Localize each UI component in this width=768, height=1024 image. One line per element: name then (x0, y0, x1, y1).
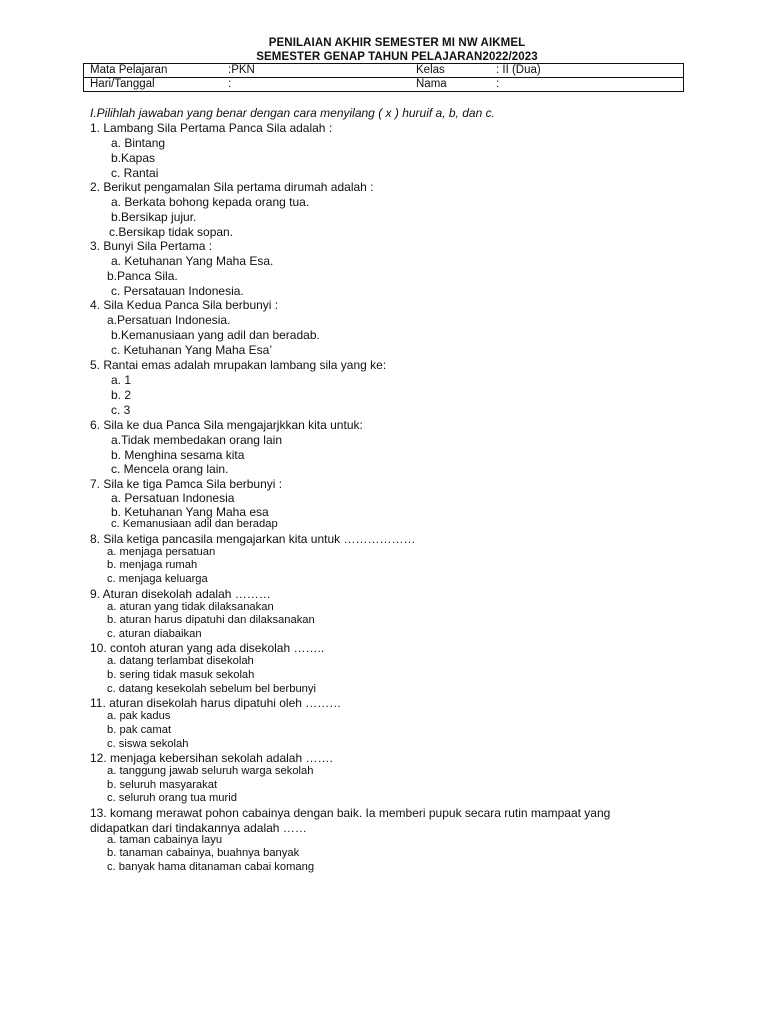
answer-option: c. Ketuhanan Yang Maha Esa’ (111, 343, 273, 357)
question-text: 9. Aturan disekolah adalah ……… (90, 587, 271, 601)
answer-option: a. tanggung jawab seluruh warga sekolah (107, 765, 314, 777)
answer-option: c. Kemanusiaan adil dan beradap (111, 518, 278, 530)
answer-option: c. 3 (111, 403, 131, 417)
answer-option: b.Kapas (111, 151, 156, 165)
question-text: 3. Bunyi Sila Pertama : (90, 239, 213, 253)
info-table (83, 63, 684, 92)
answer-option: c. datang kesekolah sebelum bel berbunyi (107, 683, 316, 695)
answer-option: a.Tidak membedakan orang lain (111, 433, 282, 447)
answer-option: a. aturan yang tidak dilaksanakan (107, 601, 274, 613)
answer-option: a. taman cabainya layu (107, 834, 223, 846)
subject-label: Mata Pelajaran (84, 64, 223, 78)
question-text: 6. Sila ke dua Panca Sila mengajarjkkan kita untuk: (90, 418, 363, 432)
answer-option: c. banyak hama ditanaman cabai komang (107, 861, 315, 873)
answer-option: b. tanaman cabainya, buahnya banyak (107, 847, 300, 859)
date-label: Hari/Tanggal (90, 78, 155, 90)
answer-option: b.Kemanusiaan yang adil dan beradab. (111, 328, 320, 342)
answer-option: a.Persatuan Indonesia. (107, 313, 231, 327)
question-text: 10. contoh aturan yang ada disekolah …….. (90, 641, 325, 655)
question-text: 1. Lambang Sila Pertama Panca Sila adalah : (90, 121, 333, 135)
answer-option: c. aturan diabaikan (107, 628, 202, 640)
answer-option: c.Bersikap tidak sopan. (109, 225, 234, 239)
answer-option: b. sering tidak masuk sekolah (107, 669, 255, 681)
question-text: 2. Berikut pengamalan Sila pertama dirumah adalah : (90, 180, 374, 194)
answer-option: b. 2 (111, 388, 132, 402)
question-text: 4. Sila Kedua Panca Sila berbunyi : (90, 298, 279, 312)
answer-option: a. 1 (111, 373, 132, 387)
answer-option: b. menjaga rumah (107, 559, 198, 571)
answer-option: a. Berkata bohong kepada orang tua. (111, 195, 310, 209)
answer-option: a. datang terlambat disekolah (107, 655, 254, 667)
answer-option: c. Mencela orang lain. (111, 462, 229, 476)
answer-option: c. Persatauan Indonesia. (111, 284, 244, 298)
answer-option: c. seluruh orang tua murid (107, 792, 237, 804)
question-text: 8. Sila ketiga pancasila mengajarkan kita untuk ……………… (90, 532, 416, 546)
class-label: Kelas (410, 64, 490, 78)
subject-value: :PKN (222, 64, 410, 78)
question-text: 5. Rantai emas adalah mrupakan lambang sila yang ke: (90, 358, 387, 372)
question-text: 12. menjaga kebersihan sekolah adalah ……. (90, 751, 333, 765)
name-value: : (496, 78, 500, 90)
instruction: I.Pilihlah jawaban yang benar dengan cara menyilang ( x ) huruif a, b, dan c. (90, 106, 495, 120)
answer-option: b.Panca Sila. (107, 269, 178, 283)
answer-option: a. pak kadus (107, 710, 171, 722)
answer-option: b. seluruh masyarakat (107, 779, 218, 791)
question-text: 11. aturan disekolah harus dipatuhi oleh ……… (90, 696, 342, 710)
answer-option: c. siswa sekolah (107, 738, 189, 750)
answer-option: a. Ketuhanan Yang Maha Esa. (111, 254, 274, 268)
date-value: : (228, 78, 232, 90)
answer-option: b. aturan harus dipatuhi dan dilaksanakan (107, 614, 315, 626)
question-text: 7. Sila ke tiga Pamca Sila berbunyi : (90, 477, 283, 491)
answer-option: c. menjaga keluarga (107, 573, 208, 585)
exam-subtitle: SEMESTER GENAP TAHUN PELAJARAN2022/2023 (256, 51, 538, 63)
answer-option: a. menjaga persatuan (107, 546, 216, 558)
answer-option: a. Persatuan Indonesia (111, 491, 235, 505)
answer-option: b. Menghina sesama kita (111, 448, 245, 462)
answer-option: b.Bersikap jujur. (111, 210, 197, 224)
name-label: Nama (416, 78, 447, 90)
question-text-continued: didapatkan dari tindakannya adalah …… (90, 821, 307, 835)
answer-option: b. pak camat (107, 724, 172, 736)
answer-option: b. Ketuhanan Yang Maha esa (111, 505, 269, 519)
question-text: 13. komang merawat pohon cabainya dengan baik. Ia memberi pupuk secara rutin mampaat yang (90, 806, 611, 820)
answer-option: a. Bintang (111, 136, 166, 150)
exam-title: PENILAIAN AKHIR SEMESTER MI NW AIKMEL (268, 37, 526, 49)
answer-option: c. Rantai (111, 166, 159, 180)
class-value: : II (Dua) (490, 64, 684, 78)
